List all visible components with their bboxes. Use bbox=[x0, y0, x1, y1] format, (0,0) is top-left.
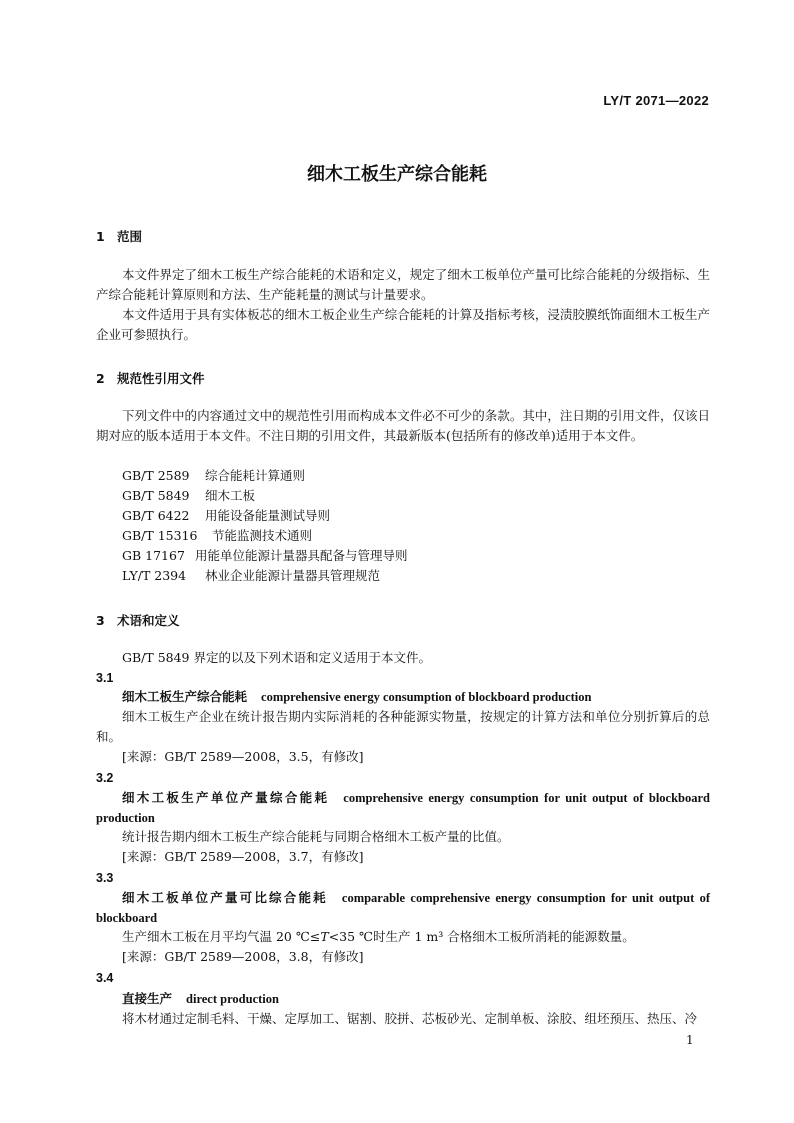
term-entry bbox=[96, 788, 710, 828]
term-chinese: 细木工板生产单位产量综合能耗 bbox=[122, 790, 330, 805]
reference-title: 细木工板 bbox=[205, 488, 256, 503]
reference-item bbox=[122, 486, 255, 506]
reference-title: 综合能耗计算通则 bbox=[205, 468, 306, 483]
term-chinese: 直接生产 bbox=[122, 991, 173, 1006]
paragraph: GB/T 5849 界定的以及下列术语和定义适用于本文件。 bbox=[122, 650, 431, 665]
reference-item bbox=[122, 466, 305, 486]
section-title: 术语和定义 bbox=[117, 613, 180, 628]
clause-number: 3.4 bbox=[96, 971, 114, 985]
term-english: comprehensive energy consumption for unit output of blockboard production bbox=[96, 791, 710, 825]
term-source: [来源：GB/T 2589—2008，3.7，有修改] bbox=[122, 849, 364, 864]
section-3-heading bbox=[96, 611, 180, 629]
term-entry bbox=[96, 888, 710, 928]
paragraph: 下列文件中的内容通过文中的规范性引用而构成本文件必不可少的条款。其中，注日期的引用文件，仅该日期对应的版本适用于本文件。不注日期的引用文件，其最新版本(包括所有的修改单)适用于本文件。 bbox=[96, 408, 710, 443]
section-number: 1 bbox=[96, 229, 105, 244]
reference-code: GB/T 6422 bbox=[122, 508, 190, 523]
reference-item bbox=[122, 506, 330, 526]
term-english: direct production bbox=[186, 992, 279, 1006]
term-entry bbox=[96, 687, 710, 707]
section-title: 范围 bbox=[117, 229, 143, 244]
reference-code: GB/T 5849 bbox=[122, 488, 190, 503]
term-definition bbox=[96, 927, 710, 947]
reference-title: 林业企业能源计量器具管理规范 bbox=[205, 568, 381, 583]
term-english: comparable comprehensive energy consumption for unit output of blockboard bbox=[96, 891, 710, 925]
definition-text: 生产细木工板在月平均气温 20 ℃≤ bbox=[122, 929, 321, 944]
section-number: 3 bbox=[96, 613, 105, 628]
section-2-heading bbox=[96, 369, 205, 387]
term-definition: 将木材通过定制毛料、干燥、定厚加工、锯割、胶拼、芯板砂光、定制单板、涂胶、组坯预压、热压、冷 bbox=[122, 1011, 698, 1026]
term-definition: 统计报告期内细木工板生产综合能耗与同期合格细木工板产量的比值。 bbox=[122, 829, 510, 844]
term-chinese: 细木工板单位产量可比综合能耗 bbox=[122, 890, 328, 905]
term-entry bbox=[96, 989, 710, 1009]
section-title: 规范性引用文件 bbox=[117, 371, 205, 386]
clause-number: 3.3 bbox=[96, 871, 114, 885]
reference-item bbox=[122, 526, 312, 546]
term-source: [来源：GB/T 2589—2008，3.5，有修改] bbox=[122, 749, 364, 764]
reference-item bbox=[122, 566, 380, 586]
document-title: 细木工板生产综合能耗 bbox=[307, 164, 487, 185]
reference-code: GB/T 15316 bbox=[122, 528, 198, 543]
term-definition: 细木工板生产企业在统计报告期内实际消耗的各种能源实物量，按规定的计算方法和单位分别折算后的总和。 bbox=[96, 709, 710, 744]
section-number: 2 bbox=[96, 371, 105, 386]
clause-number: 3.1 bbox=[96, 671, 114, 685]
temperature-variable: T bbox=[320, 929, 329, 944]
paragraph: 本文件界定了细木工板生产综合能耗的术语和定义，规定了细木工板单位产量可比综合能耗的分级指标、生产综合能耗计算原则和方法、生产能耗量的测试与计量要求。 bbox=[96, 267, 710, 302]
section-1-heading bbox=[96, 227, 142, 245]
reference-item bbox=[122, 546, 408, 566]
reference-title: 用能设备能量测试导则 bbox=[205, 508, 331, 523]
page-number: 1 bbox=[686, 1033, 694, 1047]
term-english: comprehensive energy consumption of blockboard production bbox=[261, 690, 592, 704]
reference-code: GB/T 2589 bbox=[122, 468, 190, 483]
standard-code: LY/T 2071—2022 bbox=[603, 93, 709, 108]
reference-title: 节能监测技术通则 bbox=[212, 528, 313, 543]
reference-title: 用能单位能源计量器具配备与管理导则 bbox=[195, 548, 408, 563]
paragraph: 本文件适用于具有实体板芯的细木工板企业生产综合能耗的计算及指标考核，浸渍胶膜纸饰面细木工板生产企业可参照执行。 bbox=[96, 307, 710, 342]
clause-number: 3.2 bbox=[96, 771, 114, 785]
reference-code: LY/T 2394 bbox=[122, 568, 187, 583]
definition-text: <35 ℃时生产 1 m³ 合格细木工板所消耗的能源数量。 bbox=[328, 929, 635, 944]
reference-code: GB 17167 bbox=[122, 548, 185, 563]
term-source: [来源：GB/T 2589—2008，3.8，有修改] bbox=[122, 949, 364, 964]
term-chinese: 细木工板生产综合能耗 bbox=[122, 689, 248, 704]
